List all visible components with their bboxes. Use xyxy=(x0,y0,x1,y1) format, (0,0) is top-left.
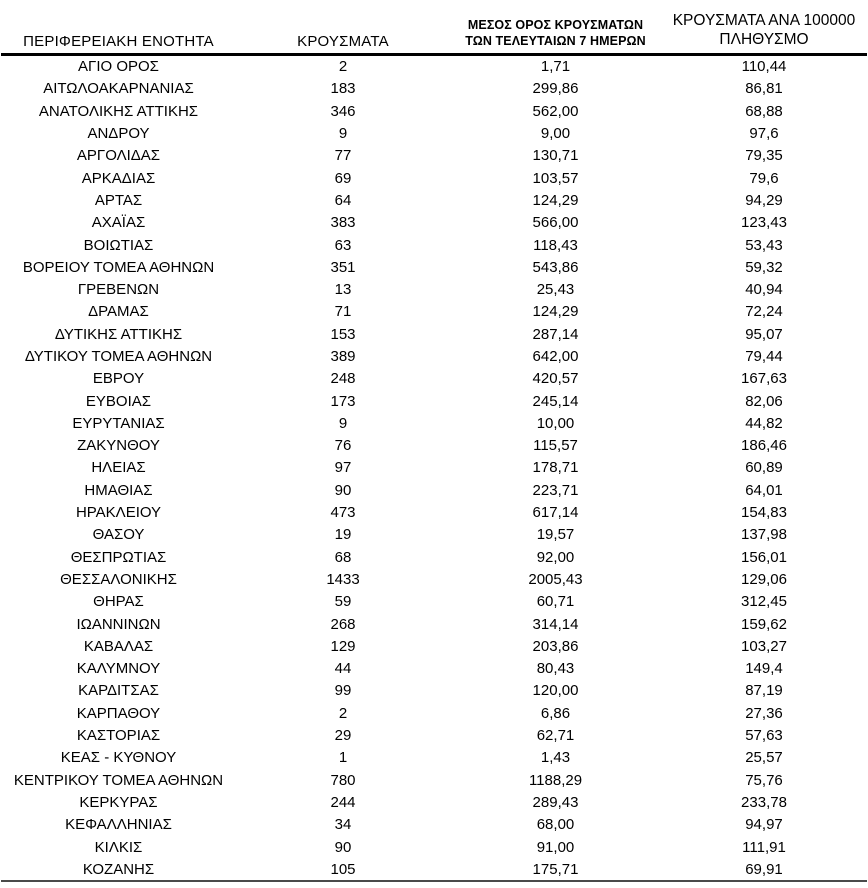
table-row xyxy=(1,613,867,635)
avg-7day-cell: 566,00 xyxy=(532,214,579,232)
avg-7day-cell: 68,00 xyxy=(536,816,575,834)
avg-7day-cell: 642,00 xyxy=(532,348,579,365)
cases-cell: 383 xyxy=(330,214,356,232)
cases-cell: 351 xyxy=(330,258,356,276)
region-cell: ΑΙΤΩΛΟΑΚΑΡΝΑΝΙΑΣ xyxy=(43,80,194,98)
per-100k-cell: 167,63 xyxy=(741,370,787,388)
region-cell: ΕΥΡΥΤΑΝΙΑΣ xyxy=(72,414,165,432)
region-cell: ΚΕΦΑΛΛΗΝΙΑΣ xyxy=(65,816,172,834)
table-row xyxy=(1,390,867,412)
cases-cell: 63 xyxy=(334,236,352,254)
per-100k-cell: 97,6 xyxy=(749,125,779,143)
table-row xyxy=(1,591,867,613)
region-cell: ΙΩΑΝΝΙΝΩΝ xyxy=(76,615,161,633)
region-cell: ΔΥΤΙΚΟΥ ΤΟΜΕΑ ΑΘΗΝΩΝ xyxy=(24,348,213,365)
per-100k-cell: 75,76 xyxy=(745,771,783,789)
cases-cell: 473 xyxy=(330,504,356,522)
cases-cell: 90 xyxy=(334,481,352,499)
per-100k-cell: 60,89 xyxy=(745,459,783,477)
region-cell: ΚΕΑΣ - ΚΥΘΝΟΥ xyxy=(60,749,177,767)
header-7day-average xyxy=(450,0,661,54)
avg-7day-cell: 562,00 xyxy=(532,102,579,120)
avg-7day-cell: 19,57 xyxy=(536,526,575,544)
table-row xyxy=(1,524,867,546)
header-cases-per-100k-line1: ΚΡΟΥΣΜΑΤΑ ΑΝΑ 100000 xyxy=(672,11,856,29)
avg-7day-cell: 2005,43 xyxy=(528,570,583,588)
avg-7day-cell: 299,86 xyxy=(532,80,579,98)
per-100k-cell: 82,06 xyxy=(745,392,783,410)
avg-7day-cell: 245,14 xyxy=(532,392,579,410)
avg-7day-cell: 1188,29 xyxy=(528,771,583,789)
avg-7day-cell: 124,29 xyxy=(532,303,579,321)
avg-7day-cell: 1,71 xyxy=(540,58,571,76)
region-cell: ΑΝΔΡΟΥ xyxy=(87,125,150,143)
header-cases-per-100k xyxy=(661,0,867,54)
avg-7day-cell: 9,00 xyxy=(540,125,571,143)
table-row xyxy=(1,747,867,769)
cases-cell: 9 xyxy=(338,125,348,143)
table-body xyxy=(1,54,867,881)
table-row xyxy=(1,680,867,702)
cases-cell: 34 xyxy=(334,816,352,834)
region-cell: ΑΧΑΪΑΣ xyxy=(91,214,146,232)
table-row xyxy=(1,368,867,390)
table-row xyxy=(1,836,867,858)
avg-7day-cell: 223,71 xyxy=(532,481,579,499)
region-cell: ΚΕΡΚΥΡΑΣ xyxy=(79,793,158,811)
per-100k-cell: 149,4 xyxy=(745,660,783,678)
cases-cell: 9 xyxy=(338,414,348,432)
cases-cell: 64 xyxy=(334,191,352,209)
region-cell: ΕΥΒΟΙΑΣ xyxy=(85,392,152,410)
per-100k-cell: 57,63 xyxy=(745,727,783,745)
table-row xyxy=(1,546,867,568)
per-100k-cell: 25,57 xyxy=(745,749,783,767)
cases-cell: 69 xyxy=(334,169,352,187)
region-cell: ΒΟΙΩΤΙΑΣ xyxy=(83,236,154,254)
table-row xyxy=(1,658,867,680)
avg-7day-cell: 118,43 xyxy=(533,236,578,254)
per-100k-cell: 111,91 xyxy=(742,838,786,856)
region-cell: ΑΝΑΤΟΛΙΚΗΣ ΑΤΤΙΚΗΣ xyxy=(38,102,199,120)
avg-7day-cell: 91,00 xyxy=(536,838,575,856)
region-cell: ΗΡΑΚΛΕΙΟΥ xyxy=(75,504,162,522)
region-cell: ΑΡΓΟΛΙΔΑΣ xyxy=(76,147,161,165)
avg-7day-cell: 124,29 xyxy=(532,191,579,209)
cases-cell: 183 xyxy=(330,80,356,98)
table-row xyxy=(1,858,867,881)
region-cell: ΘΕΣΠΡΩΤΙΑΣ xyxy=(70,548,167,566)
header-row xyxy=(1,0,867,54)
avg-7day-cell: 289,43 xyxy=(532,793,579,811)
region-cell: ΚΑΡΔΙΤΣΑΣ xyxy=(78,682,159,700)
per-100k-cell: 79,35 xyxy=(745,147,783,165)
region-cell: ΘΕΣΣΑΛΟΝΙΚΗΣ xyxy=(60,570,177,588)
table-row xyxy=(1,301,867,323)
region-cell: ΚΕΝΤΡΙΚΟΥ ΤΟΜΕΑ ΑΘΗΝΩΝ xyxy=(13,771,224,789)
region-cell: ΚΑΒΑΛΑΣ xyxy=(83,637,154,655)
per-100k-cell: 68,88 xyxy=(745,102,783,120)
region-cell: ΑΡΚΑΔΙΑΣ xyxy=(81,169,156,187)
cases-cell: 346 xyxy=(330,102,356,120)
region-cell: ΘΗΡΑΣ xyxy=(93,593,144,611)
table-row xyxy=(1,457,867,479)
table-row xyxy=(1,278,867,300)
table-row xyxy=(1,212,867,234)
avg-7day-cell: 420,57 xyxy=(532,370,579,388)
per-100k-cell: 159,62 xyxy=(741,615,787,633)
region-cell: ΚΙΛΚΙΣ xyxy=(94,838,143,856)
avg-7day-cell: 120,00 xyxy=(532,682,579,700)
avg-7day-cell: 130,71 xyxy=(532,147,579,165)
per-100k-cell: 110,44 xyxy=(741,58,787,76)
avg-7day-cell: 203,86 xyxy=(532,637,579,655)
cases-cell: 1433 xyxy=(326,570,360,588)
table-row xyxy=(1,435,867,457)
cases-cell: 268 xyxy=(330,615,356,633)
avg-7day-cell: 80,43 xyxy=(536,660,575,678)
per-100k-cell: 79,44 xyxy=(745,348,783,365)
per-100k-cell: 103,27 xyxy=(741,637,787,655)
regional-cases-table xyxy=(1,0,867,882)
cases-cell: 129 xyxy=(330,637,356,655)
region-cell: ΑΡΤΑΣ xyxy=(94,191,143,209)
region-cell: ΕΒΡΟΥ xyxy=(92,370,145,388)
per-100k-cell: 129,06 xyxy=(741,570,787,588)
header-cases xyxy=(236,0,450,54)
table-row xyxy=(1,479,867,501)
avg-7day-cell: 178,71 xyxy=(532,459,579,477)
region-cell: ΚΑΡΠΑΘΟΥ xyxy=(76,704,161,722)
per-100k-cell: 27,36 xyxy=(745,704,783,722)
header-7day-average-line1: ΜΕΣΟΣ ΟΡΟΣ ΚΡΟΥΣΜΑΤΩΝ xyxy=(467,18,644,32)
table-row xyxy=(1,412,867,434)
cases-cell: 90 xyxy=(334,838,352,856)
avg-7day-cell: 60,71 xyxy=(536,593,575,611)
table-row xyxy=(1,635,867,657)
cases-cell: 44 xyxy=(334,660,352,678)
per-100k-cell: 87,19 xyxy=(745,682,783,700)
table-row xyxy=(1,145,867,167)
table-row xyxy=(1,189,867,211)
per-100k-cell: 59,32 xyxy=(745,258,783,276)
header-cases-per-100k-line2: ΠΛΗΘΥΣΜΟ xyxy=(719,31,809,49)
cases-cell: 99 xyxy=(334,682,352,700)
per-100k-cell: 95,07 xyxy=(745,325,783,343)
table-row xyxy=(1,769,867,791)
region-cell: ΗΛΕΙΑΣ xyxy=(91,459,146,477)
region-cell: ΔΡΑΜΑΣ xyxy=(88,303,149,321)
per-100k-cell: 53,43 xyxy=(745,236,783,254)
avg-7day-cell: 62,71 xyxy=(536,727,575,745)
region-cell: ΖΑΚΥΝΘΟΥ xyxy=(77,437,160,455)
table-row xyxy=(1,54,867,78)
cases-cell: 153 xyxy=(330,325,356,343)
avg-7day-cell: 10,00 xyxy=(536,414,575,432)
avg-7day-cell: 314,14 xyxy=(532,615,579,633)
per-100k-cell: 40,94 xyxy=(745,281,783,299)
header-7day-average-line2: ΤΩΝ ΤΕΛΕΥΤΑΙΩΝ 7 ΗΜΕΡΩΝ xyxy=(465,34,646,49)
avg-7day-cell: 175,71 xyxy=(532,860,579,878)
table-row xyxy=(1,100,867,122)
table-row xyxy=(1,122,867,144)
avg-7day-cell: 115,57 xyxy=(533,437,578,455)
region-cell: ΓΡΕΒΕΝΩΝ xyxy=(77,281,160,299)
per-100k-cell: 312,45 xyxy=(741,593,787,611)
region-cell: ΗΜΑΘΙΑΣ xyxy=(84,481,153,499)
cases-cell: 1 xyxy=(338,749,348,767)
per-100k-cell: 137,98 xyxy=(741,526,787,544)
region-cell: ΒΟΡΕΙΟΥ ΤΟΜΕΑ ΑΘΗΝΩΝ xyxy=(22,258,215,276)
per-100k-cell: 156,01 xyxy=(741,548,787,566)
table-row xyxy=(1,78,867,100)
cases-cell: 97 xyxy=(334,459,352,477)
cases-cell: 244 xyxy=(330,793,356,811)
cases-cell: 76 xyxy=(334,437,352,455)
cases-cell: 105 xyxy=(330,860,356,878)
cases-cell: 29 xyxy=(334,727,352,745)
region-cell: ΚΟΖΑΝΗΣ xyxy=(82,860,155,878)
table-row xyxy=(1,814,867,836)
region-cell: ΚΑΛΥΜΝΟΥ xyxy=(76,660,161,678)
region-cell: ΚΑΣΤΟΡΙΑΣ xyxy=(76,727,161,745)
cases-cell: 2 xyxy=(338,704,348,722)
cases-cell: 248 xyxy=(330,370,356,388)
avg-7day-cell: 543,86 xyxy=(532,258,579,276)
table-row xyxy=(1,345,867,367)
header-regional-unit xyxy=(1,0,236,54)
region-cell: ΑΓΙΟ ΟΡΟΣ xyxy=(78,58,159,76)
cases-cell: 77 xyxy=(334,147,352,165)
header-regional-unit-label: ΠΕΡΙΦΕΡΕΙΑΚΗ ΕΝΟΤΗΤΑ xyxy=(23,32,214,50)
table-row xyxy=(1,568,867,590)
avg-7day-cell: 25,43 xyxy=(536,281,575,299)
per-100k-cell: 154,83 xyxy=(741,504,787,522)
table-header xyxy=(1,0,867,54)
cases-cell: 68 xyxy=(334,548,352,566)
per-100k-cell: 123,43 xyxy=(741,214,787,232)
table-row xyxy=(1,791,867,813)
region-cell: ΔΥΤΙΚΗΣ ΑΤΤΙΚΗΣ xyxy=(54,325,183,343)
table-row xyxy=(1,323,867,345)
per-100k-cell: 79,6 xyxy=(749,169,779,187)
per-100k-cell: 86,81 xyxy=(745,80,783,98)
per-100k-cell: 72,24 xyxy=(745,303,783,321)
avg-7day-cell: 617,14 xyxy=(532,504,579,522)
header-cases-label: ΚΡΟΥΣΜΑΤΑ xyxy=(297,32,389,50)
table-row xyxy=(1,234,867,256)
table-row xyxy=(1,724,867,746)
cases-cell: 173 xyxy=(330,392,356,410)
cases-cell: 59 xyxy=(334,593,352,611)
table-row xyxy=(1,167,867,189)
per-100k-cell: 44,82 xyxy=(745,414,783,432)
avg-7day-cell: 103,57 xyxy=(532,169,579,187)
cases-cell: 2 xyxy=(338,58,348,76)
cases-cell: 389 xyxy=(330,348,356,365)
table-row xyxy=(1,702,867,724)
cases-cell: 13 xyxy=(334,281,352,299)
per-100k-cell: 94,29 xyxy=(745,191,783,209)
avg-7day-cell: 287,14 xyxy=(532,325,579,343)
avg-7day-cell: 1,43 xyxy=(540,749,571,767)
per-100k-cell: 69,91 xyxy=(745,860,783,878)
region-cell: ΘΑΣΟΥ xyxy=(92,526,145,544)
table-row xyxy=(1,256,867,278)
cases-cell: 780 xyxy=(330,771,356,789)
per-100k-cell: 186,46 xyxy=(741,437,787,455)
per-100k-cell: 64,01 xyxy=(745,481,783,499)
cases-cell: 19 xyxy=(334,526,352,544)
cases-cell: 71 xyxy=(334,303,352,321)
avg-7day-cell: 92,00 xyxy=(536,548,575,566)
avg-7day-cell: 6,86 xyxy=(540,704,571,722)
table-row xyxy=(1,501,867,523)
per-100k-cell: 233,78 xyxy=(741,793,787,811)
per-100k-cell: 94,97 xyxy=(745,816,783,834)
